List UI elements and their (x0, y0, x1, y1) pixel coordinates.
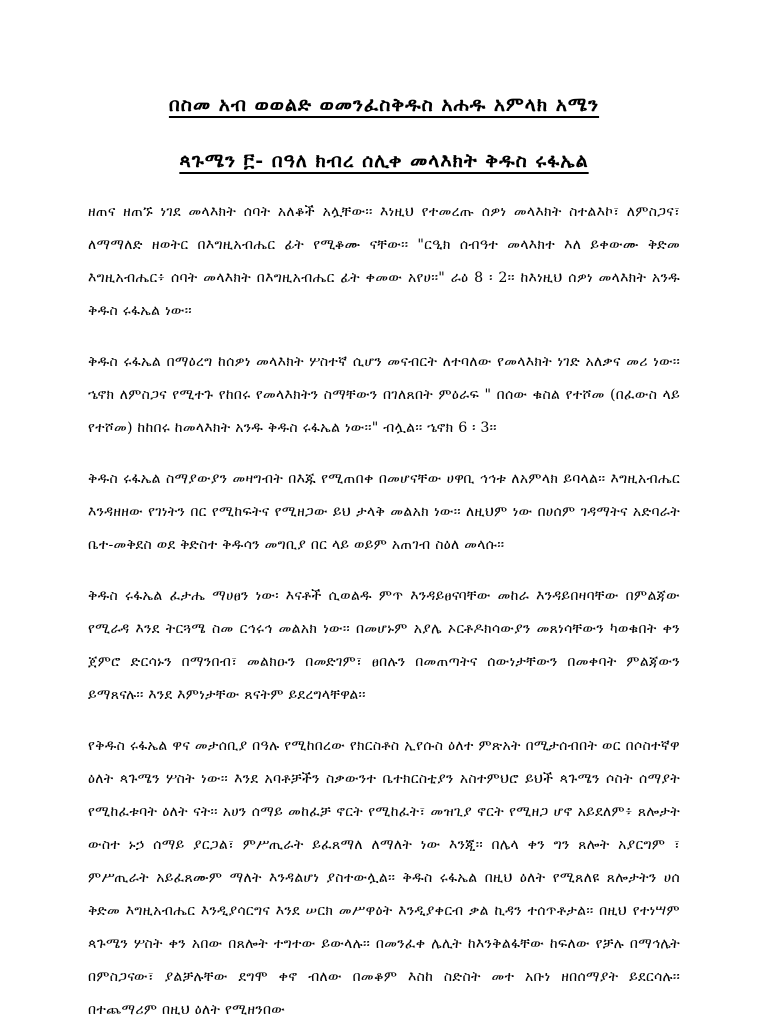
paragraph: የቅዱስ ሩፋኤል ዋና መታሰቢያ በዓሉ የሚከበረው የክርስቶስ ኢየሱስ ዕለተ ምጽአት በሚታሰብበት ወር በሶስተኛዋ ዕለት ጳጉሜን ሦስት ነው፡፡ እንደ አባቶቻችን ስቃውንተ ቤተክርስቲያን አስተምህሮ ይህች ጳጉሜን ሶስት ሰማያት የሚከፈቱባት ዕለት ናት፡፡ አሀን ሰማይ መከፈቻ ኖርት የሚከፈት፣ መዝጊያ ኖርት የሚዘጋ ሆኖ አይደለም፥ ጸሎታት ውስተ ኑኃ ሰማይ ያርጋል፣ ምሥጢራት ይፈጸማለ ለማለት ነው እንጂ፡፡ በሌላ ቀን ግን ጸሎት አያርግም ፣ ምሥጢራት አይፈጸሙም ማለት እንዳልሆነ ያስተውሏል፡፡ ቅዱስ ሩፋኤል በዚህ ዕለት የሚጸለዩ ጸሎታትን ሀሰ ቅድመ እግዚአብሔር እንዲያሳርግና እንደ ሠርክ መሥዋዕት እንዲያቀርብ ቃል ኪዳን ተሰጥቶታል፡፡ በዚህ የተነሣም ጳጉሜን ሦስት ቀን አበው በጸሎት ተግተው ይውላሉ፡፡ በመንፈቀ ሌሊት ከእንቅልፋቸው ከፍለው የቻሉ በማኅሌት በምስጋናው፣ ያልቻሉቸው ደግሞ ቀኖ ብለው በመቆም እስከ ስድስት መተ አቡነ ዘበሰማያት ይደርሳሉ፡፡ በተጨማሪም በዚህ ዕለት የሚዘንበው (88, 738, 680, 1018)
document-title: በስመ አብ ወወልድ ወመንፈስቅዱስ አሐዱ አምላክ አሜን (168, 94, 600, 116)
document-body (88, 196, 680, 1027)
document-subtitle: ጳጉሜን ፫- በዓለ ክብረ ሰሊቀ መላእክት ቅዱስ ሩፋኤል (179, 150, 589, 172)
paragraph: ቅዱስ ሩፋኤል ስማያውያን መዛግብት በእጁ የሚጠበቀ በመሆናቸው ሀዋቢ ኅኅቱ ለአምላክ ይባላል፡፡ እግዚአብሔር እንዳዘዘው የገነትን በር የሚከፍትና የሚዘጋው ይህ ታላቅ መልአክ ነው፡፡ ለዚህም ነው በሀሰም ገዳማትና አድባራት ቤተ-መቅደስ ወደ ቅድስተ ቅዱሳን መግቢያ በር ላይ ወይም አጠገብ ስዕለ መላሱ፡፡ (88, 471, 680, 553)
paragraph: ቅዱስ ሩፋኤል በማዕረግ ከሰዎነ መላእክት ሦስተኛ ሲሆን መናብርት ለተባለው የመላእክት ነገድ አለቃና መሪ ነው፡፡ ኄኖክ ለምስጋና የሚተጉ የከበሩ የመላእክትን ስማቸውን በገለጸበት ምዕራፍ " በሰው ቁስል የተሾመ (በፈውስ ላይ የተሾመ) ከከበሩ ከመላእክት አንዱ ቅዱስ ሩፋኤል ነው፡፡" ብሏል፡፡ ኄኖክ 6 ፡ 3፡፡ (88, 354, 680, 436)
paragraph: ቅዱስ ሩፋኤል ፈታሔ ማሀፀን ነው፡ እናቶች ሲወልዱ ምጥ እንዳይፀናባቸው መከራ እንዳይበዛባቸው በምልጃው የሚራዳ እንደ ትርጓሜ ስመ ርኅሩኅ መልአክ ነው፡፡ በመሆኑም አያሌ ኦርቶዶክሳውያን መጸነሳቸውን ካወቁበት ቀን ጀምሮ ድርሳኑን በማንበብ፣ መልክዑን በመድገም፣ ፀበሉን በመጠጣትና ሰውነታቸውን በመቀባት ምልጃውን ይማጸናሉ፡፡ እንደ እምነታቸው ጸናትም ይደረግላቸዋል፡፡ (88, 588, 680, 703)
paragraph: ዘጠና ዘጠኙ ነገደ መላእክት ሰባት አለቆች አሏቸው፡፡ እነዚህ የተመረጡ ሰዎነ መላእክት ስተልእኮ፣ ለምስጋና፣ ለማማለድ ዘወትር በእግዚአብሔር ፊት የሚቆሙ ናቸው፡፡ "ርዒክ ሰብዓተ መላእክተ እለ ይቀውሙ ቅድመ እግዚአብሔር፥ ሰባት መላእክት በእግዚአብሔር ፊት ቀመው አየሀ፡፡" ራዕ 8 ፡ 2፡፡ ከእነዚህ ሰዎነ መላእክት አንዱ ቅዱስ ሩፋኤል ነው፡፡ (88, 204, 680, 319)
